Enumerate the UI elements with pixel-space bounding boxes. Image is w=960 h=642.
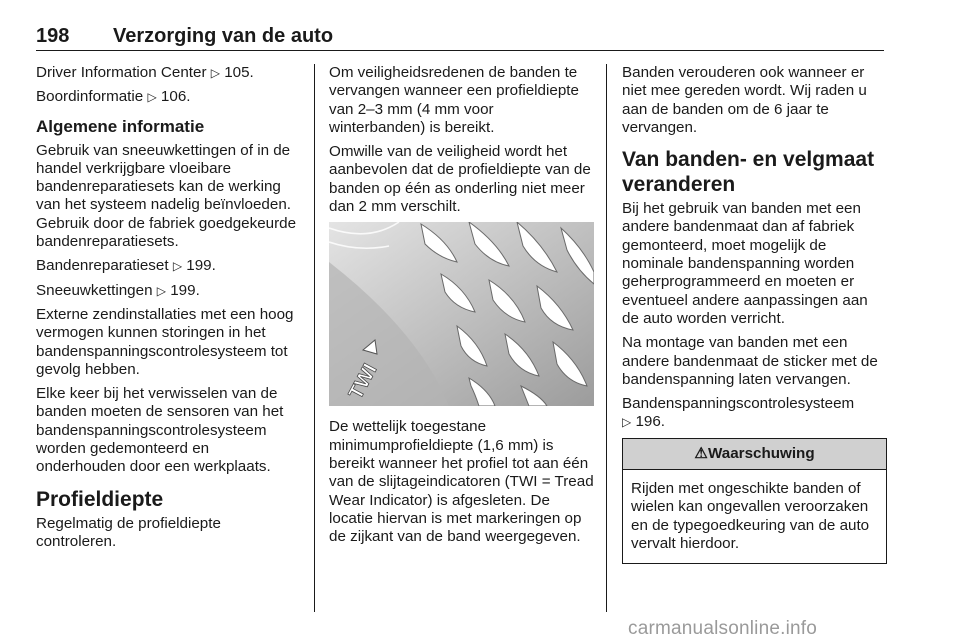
page-number: 198 [36, 25, 70, 47]
paragraph: Regelmatig de profieldiepte controleren. [36, 514, 221, 550]
cross-reference-link[interactable]: ▷ 196. [622, 413, 666, 431]
triangle-reference-icon: ▷ [622, 415, 632, 430]
triangle-reference-icon: ▷ [147, 90, 157, 105]
column-3 [622, 64, 887, 564]
paragraph: Bij het gebruik van banden met een andere bandenmaat dan af fabriek gemonteerd, moet mogelijk de nominale bandenspanning worden geherprogrammeerd en moeten er eventueel andere aanpassingen aan de auto worden verricht. [622, 200, 868, 327]
cross-reference-link[interactable]: ▷ 105. [210, 64, 254, 81]
column-divider [314, 64, 315, 612]
paragraph: Omwille van de veiligheid wordt het aanbevolen dat de profieldiepte van de banden op één as onderling niet meer dan 2 mm verschilt. [329, 143, 591, 216]
paragraph: Elke keer bij het verwisselen van de banden moeten de sensoren van het bandenspanningscontrolesysteem worden gedemonteerd en onderhouden door een werkplaats. [36, 385, 284, 476]
warning-triangle-icon: ⚠ [694, 444, 708, 462]
page-title: Verzorging van de auto [113, 25, 334, 47]
paragraph: Boordinformatie ▷ 106. [36, 88, 191, 106]
paragraph: Na montage van banden met een andere bandenmaat de sticker met de bandenspanning laten vervangen. [622, 334, 878, 388]
cross-reference-link[interactable]: ▷ 199. [172, 257, 216, 275]
cross-reference-link[interactable]: ▷ 199. [156, 281, 200, 299]
cross-reference-link[interactable]: ▷ 106. [147, 88, 191, 106]
warning-box [622, 438, 887, 564]
column-divider [606, 64, 607, 612]
section-heading: Algemene informatie [36, 116, 205, 136]
tyre-tread-illustration [329, 222, 594, 406]
paragraph: Driver Information Center ▷ 105. [36, 64, 254, 81]
triangle-reference-icon: ▷ [172, 259, 183, 274]
twi-label: TWI [344, 360, 382, 404]
section-heading: Profieldiepte [36, 487, 164, 511]
paragraph: Banden verouderen ook wanneer er niet mee gereden wordt. Wij raden u aan de banden om de 6 jaar te vervangen. [622, 64, 867, 136]
watermark: carmanualsonline.info [628, 618, 818, 639]
paragraph: Om veiligheidsredenen de banden te vervangen wanneer een profieldiepte van 2–3 mm (4 mm voor winterbanden) is bereikt. [329, 64, 579, 136]
paragraph: Bandenreparatieset ▷ 199. [36, 257, 216, 275]
triangle-reference-icon: ▷ [210, 66, 220, 80]
paragraph: Sneeuwkettingen ▷ 199. [36, 281, 200, 299]
warning-text: Rijden met ongeschikte banden of wielen kan ongevallen veroorzaken en de typegoedkeuring van de auto vervalt hierdoor. [631, 480, 870, 552]
column-1 [36, 64, 301, 557]
section-heading: Van banden- en velgmaat veranderen [622, 148, 875, 197]
warning-header: ⚠Waarschuwing [623, 439, 886, 470]
paragraph: Bandenspanningscontrolesysteem ▷ 196. [622, 395, 855, 431]
page-header [36, 26, 884, 51]
paragraph: De wettelijk toegestane minimumprofieldiepte (1,6 mm) is bereikt wanneer het profiel tot aan één van de slijtageindicatoren (TWI = Tread Wear Indicator) is afgesleten. De locatie hiervan is met markeringen op de zijkant van de band weergegeven. [329, 418, 594, 546]
column-2 [329, 64, 594, 552]
triangle-reference-icon: ▷ [156, 283, 166, 298]
paragraph: Gebruik van sneeuwkettingen of in de handel verkrijgbare vloeibare bandenreparatiesets kan de werking van het systeem nadelig beïnvloeden. Gebruik door de fabriek goedgekeurde bandenreparatiesets. [36, 141, 297, 251]
paragraph: Externe zendinstallaties met een hoog vermogen kunnen storingen in het bandenspanningscontrolesysteem tot gevolg hebben. [36, 305, 294, 378]
